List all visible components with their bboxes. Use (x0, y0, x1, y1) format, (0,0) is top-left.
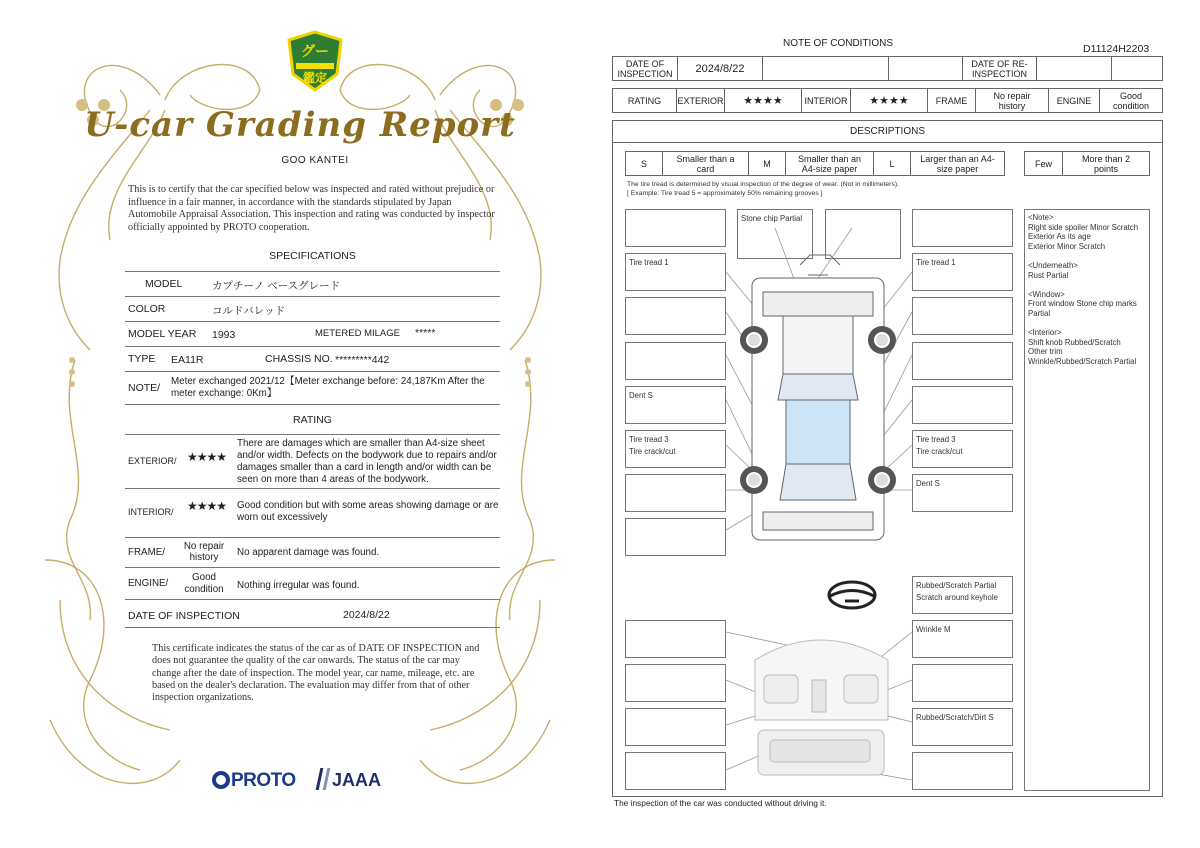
note-box-empty (912, 342, 1013, 380)
interior-heading: <Interior> (1028, 328, 1062, 338)
engine-value: Good condition (1112, 90, 1150, 111)
note-text: Tire tread 1 (916, 258, 956, 267)
notes-column (1024, 209, 1150, 791)
color-row (125, 297, 500, 322)
note-box-right-dent (912, 474, 1013, 512)
note-text: Tire tread 3 (916, 435, 956, 444)
model-label: MODEL (145, 278, 183, 290)
note-of-conditions (600, 0, 1200, 848)
model-year-label: MODEL YEAR (128, 328, 197, 340)
engine-rating-row (125, 568, 500, 600)
conditions-footer: The inspection of the car was conducted without driving it. (614, 798, 827, 808)
engine-label: ENGINE (1049, 89, 1100, 112)
empty-cell (1112, 57, 1162, 80)
badge-text-bottom: 鑑定 (302, 71, 328, 85)
note-text: Dent S (916, 479, 940, 488)
proto-logo-text: PROTO (231, 770, 296, 791)
exterior-label: EXTERIOR (677, 89, 725, 112)
legend-l-code: L (874, 152, 911, 175)
note-box-empty (912, 297, 1013, 335)
frame-rating-row (125, 538, 500, 568)
note-box-right-tire-rear (912, 430, 1013, 468)
color-value: コルドバレッド (212, 305, 286, 317)
engine-value: Good condition (184, 572, 224, 595)
note-text: Stone chip Partial (741, 214, 803, 223)
note-box-empty (912, 386, 1013, 424)
proto-mark-icon (212, 771, 230, 789)
note-line: Shift knob Rubbed/Scratch (1028, 337, 1121, 347)
note-box-empty (625, 342, 726, 380)
empty-cell (763, 57, 889, 80)
note-text: Rubbed/Scratch/Dirt S (916, 713, 994, 722)
note-line: Rust Partial (1028, 270, 1069, 280)
model-value: カプチーノ ベースグレード (212, 280, 341, 292)
exterior-label: EXTERIOR/ (128, 456, 177, 466)
engine-label: ENGINE/ (128, 578, 169, 589)
note-line: Right side spoiler Minor Scratch (1028, 222, 1139, 232)
note-text: Dent S (629, 391, 653, 400)
engine-description: Nothing irregular was found. (237, 580, 360, 591)
legend-s-text: Smaller than a card (663, 152, 749, 175)
note-box-left-dent (625, 386, 726, 424)
reinspection-label: DATE OF RE-INSPECTION (963, 57, 1037, 80)
note-box-empty (625, 518, 726, 556)
note-box-empty (625, 620, 726, 658)
note-box-empty (625, 474, 726, 512)
descriptions-heading: DESCRIPTIONS (613, 121, 1162, 143)
goo-kantei-badge (287, 30, 343, 92)
date-value: 2024/8/22 (343, 609, 390, 621)
note-text: Scratch around keyhole (916, 593, 998, 602)
color-label: COLOR (128, 303, 166, 315)
interior-stars: ★★★★ (187, 499, 227, 513)
notes-heading: <Note> (1028, 213, 1054, 222)
note-box-empty (912, 752, 1013, 790)
interior-label: INTERIOR/ (128, 507, 174, 517)
interior-rating-row (125, 489, 500, 538)
chassis-value: *********442 (335, 354, 390, 366)
model-year-value: 1993 (212, 329, 236, 341)
exterior-description: There are damages which are smaller than A4-size sheet and/or width. Defects on the bodywork due to repairs and/or damages smaller than a card in length and/or width can be seen on more than 4 areas of the bodywork. (237, 438, 497, 485)
window-heading: <Window> (1028, 289, 1065, 299)
note-box-empty (825, 209, 901, 259)
note-line: Exterior As its age (1028, 232, 1091, 242)
frame-label: FRAME (928, 89, 976, 112)
mileage-value: ***** (415, 327, 436, 339)
frame-value: No repair history (976, 89, 1049, 112)
certificate-statement: This is to certify that the car specified below was inspected and rated without prejudice or influence in a fair manner, in accordance with the standards stipulated by Japan Automobile Appraisal Association. This inspection and rating was conducted by inspector officially appointed by PROTO cooperation. (128, 184, 495, 233)
note-line: Wrinkle/Rubbed/Scratch Partial (1028, 356, 1137, 366)
reinspection-value (1037, 57, 1112, 80)
note-box-top-center (737, 209, 813, 259)
exterior-rating-row (125, 435, 500, 489)
underneath-heading: <Underneath> (1028, 260, 1078, 270)
conditions-title: NOTE OF CONDITIONS (783, 38, 893, 49)
specifications-heading: SPECIFICATIONS (269, 250, 356, 262)
note-box-empty (912, 664, 1013, 702)
note-text: Rubbed/Scratch Partial (916, 581, 997, 590)
tread-note-line-1: The tire tread is determined by visual inspection of the degree of wear. (Not in millimeters). (627, 181, 899, 188)
note-box-wrinkle (912, 620, 1013, 658)
damage-size-legend (625, 151, 1005, 176)
inspection-dates-table (612, 56, 1163, 81)
model-year-row (125, 322, 500, 347)
date-of-inspection-label: DATE OF INSPECTION (613, 57, 678, 80)
frame-description: No apparent damage was found. (237, 547, 380, 558)
note-box-empty (625, 209, 726, 247)
note-label: NOTE/ (128, 382, 161, 394)
rating-heading: RATING (293, 414, 332, 426)
jaaa-logo (318, 768, 381, 791)
certificate-title: U-car Grading Report (84, 105, 516, 145)
note-box-steering (912, 576, 1013, 614)
date-of-inspection-value: 2024/8/22 (678, 57, 763, 80)
proto-logo (212, 770, 296, 792)
note-line: Other trim (1028, 347, 1063, 357)
type-value: EA11R (171, 354, 204, 366)
model-row (125, 272, 500, 297)
jaaa-mark-icon (316, 768, 331, 790)
legend-few-code: Few (1025, 152, 1063, 175)
exterior-stars: ★★★★ (725, 89, 802, 112)
note-box-empty (625, 297, 726, 335)
legend-m-text: Smaller than an A4-size paper (786, 152, 874, 175)
legend-few-text: More than 2 points (1081, 153, 1131, 174)
note-line: Exterior Minor Scratch (1028, 241, 1106, 251)
type-row (125, 347, 500, 372)
empty-cell (889, 57, 963, 80)
note-box-empty (625, 664, 726, 702)
mileage-label: METERED MILAGE (315, 328, 400, 339)
interior-stars: ★★★★ (851, 89, 928, 112)
frame-value: No repair history (183, 541, 225, 563)
exterior-stars: ★★★★ (187, 450, 227, 464)
note-text: Tire crack/cut (629, 447, 676, 456)
chassis-label: CHASSIS NO. (265, 353, 333, 365)
interior-label: INTERIOR (802, 89, 851, 112)
descriptions-panel (612, 120, 1163, 797)
note-box-empty (912, 209, 1013, 247)
note-row (125, 372, 500, 405)
document-id: D11124H2203 (1083, 43, 1150, 55)
note-box-right-tire-front (912, 253, 1013, 291)
rating-label: RATING (613, 89, 677, 112)
note-text: Wrinkle M (916, 625, 951, 634)
note-line: Front window Stone chip marks Partial (1028, 299, 1137, 318)
certificate-footer: This certificate indicates the status of the car as of DATE OF INSPECTION and does not guarantee the quality of the car onwards. The status of the car may change after the date of inspection. The model year, car name, mileage, etc. are based on the dealer's declaration. The evaluation may differ from that of other inspection organizations. (152, 643, 480, 704)
note-text: Tire tread 1 (629, 258, 669, 267)
note-box-left-tire-rear (625, 430, 726, 468)
few-legend (1024, 151, 1150, 176)
type-label: TYPE (128, 353, 156, 365)
date-row (125, 600, 500, 628)
badge-text-top: グー (301, 44, 329, 60)
note-box-empty (625, 752, 726, 790)
certificate-subtitle: GOO KANTEI (281, 155, 349, 166)
note-value: Meter exchanged 2021/12【Meter exchange before: 24,187Km After the meter exchange: 0Km】 (171, 376, 485, 399)
interior-description: Good condition but with some areas showing damage or are worn out excessively (237, 500, 499, 523)
tread-note-line-2: [ Example: Tire tread 5 = approximately 50% remaining grooves ] (627, 190, 823, 197)
note-box-rubbed-dirt (912, 708, 1013, 746)
note-text: Tire crack/cut (916, 447, 963, 456)
note-box-left-tire-front (625, 253, 726, 291)
note-box-empty (625, 708, 726, 746)
tire-tread-note (627, 180, 899, 198)
jaaa-logo-text: JAAA (332, 770, 382, 790)
rating-table (612, 88, 1163, 113)
legend-s-code: S (626, 152, 663, 175)
frame-label: FRAME/ (128, 547, 166, 558)
note-text: Tire tread 3 (629, 435, 669, 444)
date-label: DATE OF INSPECTION (128, 610, 240, 622)
legend-l-text: Larger than an A4-size paper (920, 153, 995, 174)
legend-m-code: M (749, 152, 786, 175)
